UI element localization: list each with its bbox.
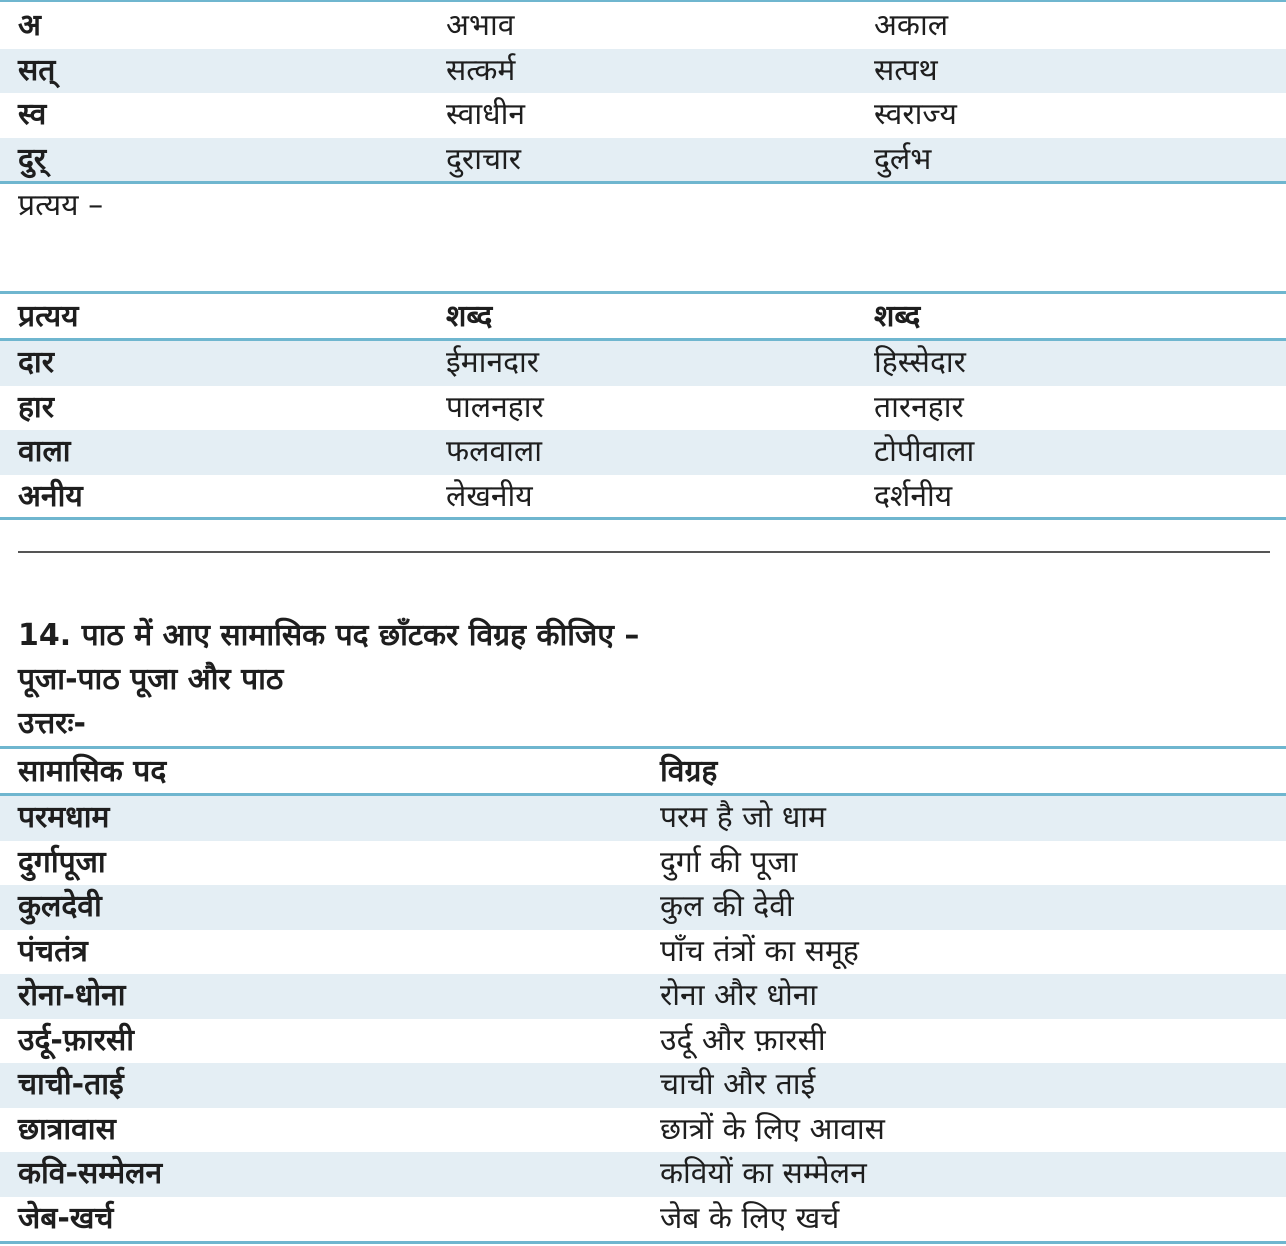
- compound-table-body: [0, 796, 1286, 1241]
- table-cell: दुराचार: [446, 141, 522, 177]
- table-row: [0, 1019, 1286, 1064]
- table-row: [0, 1108, 1286, 1153]
- table-cell: दुर्लभ: [874, 141, 932, 177]
- table-cell: दर्शनीय: [874, 478, 953, 514]
- example-line: पूजा-पाठ पूजा और पाठ: [18, 662, 284, 697]
- table-row: [0, 386, 1286, 431]
- table-cell: कवियों का सम्मेलन: [660, 1156, 867, 1191]
- table-header-row: [0, 295, 1286, 340]
- table1-top-rule: [0, 0, 1286, 2]
- suffix-table: [0, 295, 1286, 340]
- table-cell: सत्पथ: [874, 52, 938, 88]
- table-row: [0, 1152, 1286, 1197]
- table-cell: स्वराज्य: [874, 97, 957, 132]
- table-cell: दुर्गा की पूजा: [660, 844, 798, 880]
- table-cell: लेखनीय: [446, 478, 533, 514]
- table-row: [0, 930, 1286, 975]
- table-cell: रोना-धोना: [18, 978, 126, 1013]
- table3-bottom-rule: [0, 1241, 1286, 1244]
- table-row: [0, 93, 1286, 138]
- table-row: [0, 974, 1286, 1019]
- table-cell: स्वाधीन: [446, 97, 525, 132]
- table-cell: कुलदेवी: [18, 889, 102, 924]
- table-cell: फलवाला: [446, 434, 543, 469]
- table-cell: पंचतंत्र: [18, 933, 88, 969]
- table-cell: जेब के लिए खर्च: [660, 1200, 840, 1236]
- table-cell: अकाल: [874, 8, 949, 43]
- compound-table: [0, 750, 1286, 795]
- table3-top-rule: [0, 746, 1286, 749]
- table-row: [0, 1197, 1286, 1242]
- table-cell: दुर्: [18, 141, 47, 177]
- table-row: [0, 138, 1286, 183]
- table-cell: कुल की देवी: [660, 889, 794, 924]
- table1-bottom-rule: [0, 181, 1286, 184]
- table2-bottom-rule: [0, 517, 1286, 520]
- table-cell: सत्: [18, 52, 56, 88]
- table-row: [0, 430, 1286, 475]
- table-cell: दार: [18, 345, 54, 380]
- question-heading: 14. पाठ में आए सामासिक पद छाँटकर विग्रह कीजिए –: [18, 618, 640, 653]
- table-cell: टोपीवाला: [874, 434, 975, 469]
- table-cell: चाची-ताई: [18, 1067, 124, 1102]
- table-cell: अभाव: [446, 8, 515, 43]
- table-cell: चाची और ताई: [660, 1067, 816, 1102]
- table-cell: परम है जो धाम: [660, 800, 826, 835]
- table-header-row: [0, 750, 1286, 795]
- table-cell: दुर्गापूजा: [18, 844, 106, 880]
- column-header: शब्द: [874, 299, 921, 334]
- table-cell: ईमानदार: [446, 345, 540, 380]
- table-cell: अ: [18, 8, 41, 43]
- table-row: [0, 341, 1286, 386]
- table-cell: सत्कर्म: [446, 52, 516, 88]
- table-row: [0, 885, 1286, 930]
- table2-top-rule: [0, 291, 1286, 294]
- table-cell: वाला: [18, 434, 71, 469]
- table-row: [0, 475, 1286, 520]
- table-cell: रोना और धोना: [660, 978, 818, 1013]
- answer-label: उत्तरः-: [18, 706, 86, 741]
- table-row: [0, 1063, 1286, 1108]
- prefix-table: [0, 4, 1286, 182]
- suffix-table-body: [0, 341, 1286, 519]
- table-cell: हिस्सेदार: [874, 345, 966, 380]
- table-cell: जेब-खर्च: [18, 1200, 114, 1236]
- table-cell: कवि-सम्मेलन: [18, 1156, 163, 1191]
- table-cell: छात्रों के लिए आवास: [660, 1111, 885, 1147]
- table-cell: हार: [18, 389, 54, 425]
- table-cell: परमधाम: [18, 800, 110, 835]
- table-cell: अनीय: [18, 478, 83, 514]
- table-row: [0, 49, 1286, 94]
- table-cell: उर्दू और फ़ारसी: [660, 1022, 826, 1058]
- column-header: प्रत्यय: [18, 299, 79, 334]
- pratyay-label: प्रत्यय –: [18, 188, 104, 223]
- table-cell: छात्रावास: [18, 1111, 116, 1147]
- table-row: [0, 796, 1286, 841]
- table-cell: स्व: [18, 97, 47, 132]
- table-row: [0, 841, 1286, 886]
- table-row: [0, 4, 1286, 49]
- column-header: सामासिक पद: [18, 754, 167, 789]
- column-header: शब्द: [446, 299, 493, 334]
- table-cell: पालनहार: [446, 389, 544, 425]
- section-divider: [18, 551, 1270, 553]
- column-header: विग्रह: [660, 754, 718, 789]
- table-cell: पाँच तंत्रों का समूह: [660, 933, 859, 969]
- table-cell: तारनहार: [874, 389, 964, 425]
- table-cell: उर्दू-फ़ारसी: [18, 1022, 135, 1058]
